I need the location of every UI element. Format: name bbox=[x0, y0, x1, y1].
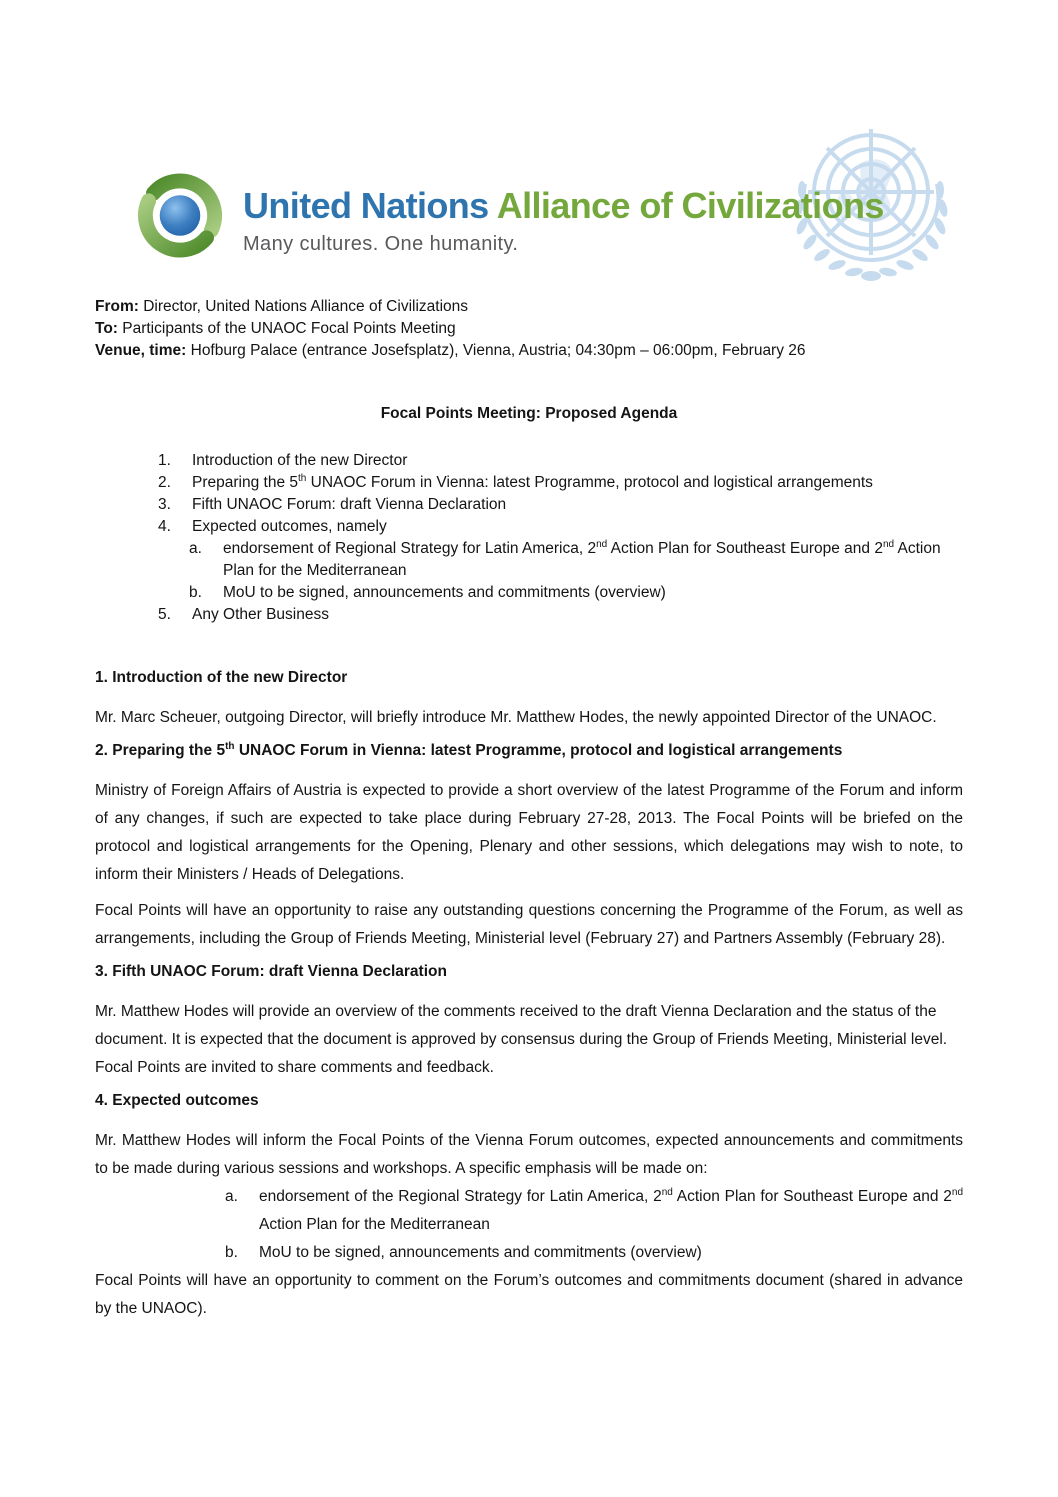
agenda-item-2 bbox=[158, 472, 963, 494]
logo-alliance-of-civilizations: Alliance of Civilizations bbox=[496, 185, 884, 226]
agenda-item-5-text: Any Other Business bbox=[192, 606, 329, 623]
memo-header bbox=[95, 296, 963, 362]
agenda-item-3 bbox=[158, 494, 963, 516]
section-4-subitem-a bbox=[225, 1183, 963, 1239]
logo-wordmark bbox=[243, 185, 884, 226]
agenda-list bbox=[95, 450, 963, 626]
logo-tagline: Many cultures. One humanity. bbox=[243, 233, 519, 255]
agenda-subitem-b-text: MoU to be signed, announcements and commitments (overview) bbox=[223, 584, 666, 601]
section-4-sublist bbox=[95, 1183, 963, 1267]
text-part: Action Plan for the Mediterranean bbox=[223, 540, 941, 579]
agenda-item-3-number: 3. bbox=[158, 496, 171, 513]
memo-venue-line bbox=[95, 340, 963, 362]
agenda-item-4-text: Expected outcomes, namely bbox=[192, 518, 387, 535]
memo-venue-value: Hofburg Palace (entrance Josefsplatz), Vienna, Austria; 04:30pm – 06:00pm, February 26 bbox=[186, 342, 806, 359]
memo-venue-label: Venue, time: bbox=[95, 342, 187, 359]
text-part: UNAOC Forum in Vienna: latest Programme, protocol and logistical arrangements bbox=[306, 474, 873, 491]
text-part: endorsement of Regional Strategy for Latin America, 2 bbox=[223, 540, 597, 557]
section-2-paragraph-1: Ministry of Foreign Affairs of Austria is expected to provide a short overview of the latest Programme of the Forum and inform of any changes, if such are expected to take place during February 27-28, 2013. The Focal Points will be briefed on the protocol and logistical arrangements for the Opening, Plenary and other sessions, which delegations may wish to note, to inform their Ministers / Heads of Delegations. bbox=[95, 782, 963, 883]
text-part: UNAOC Forum in Vienna: latest Programme, protocol and logistical arrangements bbox=[234, 742, 843, 759]
agenda-subitem-b-letter: b. bbox=[189, 584, 202, 601]
memo-to-line bbox=[95, 318, 963, 340]
ordinal-superscript: th bbox=[298, 472, 307, 484]
unaoc-logo-mark-icon bbox=[130, 166, 230, 265]
agenda-item-2-number: 2. bbox=[158, 474, 171, 491]
section-3-heading: 3. Fifth UNAOC Forum: draft Vienna Declaration bbox=[95, 963, 447, 980]
section-4-subitem-b-letter: b. bbox=[225, 1244, 238, 1261]
section-1-paragraph: Mr. Marc Scheuer, outgoing Director, will briefly introduce Mr. Matthew Hodes, the newly appointed Director of the UNAOC. bbox=[95, 709, 937, 726]
section-4-subitem-a-letter: a. bbox=[225, 1188, 238, 1205]
text-part: Action Plan for the Mediterranean bbox=[259, 1216, 490, 1233]
agenda-item-5-number: 5. bbox=[158, 606, 171, 623]
ordinal-superscript: nd bbox=[882, 538, 895, 550]
memo-from-label: From: bbox=[95, 298, 139, 315]
unaoc-logo-text bbox=[243, 185, 884, 256]
agenda-item-1-number: 1. bbox=[158, 452, 171, 469]
agenda-item-1 bbox=[158, 450, 963, 472]
ordinal-superscript: nd bbox=[596, 538, 608, 550]
agenda-item-4 bbox=[158, 516, 963, 538]
text-part: Action Plan for Southeast Europe and 2 bbox=[672, 1188, 952, 1205]
agenda-subitem-b bbox=[189, 582, 963, 604]
agenda-title: Focal Points Meeting: Proposed Agenda bbox=[380, 405, 678, 422]
section-4-heading: 4. Expected outcomes bbox=[95, 1092, 259, 1109]
text-part: Preparing the 5 bbox=[192, 474, 298, 491]
agenda-item-5 bbox=[158, 604, 963, 626]
text-part: endorsement of the Regional Strategy for Latin America, 2 bbox=[259, 1188, 662, 1205]
section-1-heading: 1. Introduction of the new Director bbox=[95, 669, 348, 686]
ordinal-superscript: nd bbox=[951, 1186, 964, 1198]
section-4-paragraph-2: Focal Points will have an opportunity to comment on the Forum’s outcomes and commitments document (shared in advance by the UNAOC). bbox=[95, 1272, 963, 1317]
agenda-subitem-a bbox=[189, 538, 963, 582]
agenda-item-3-text: Fifth UNAOC Forum: draft Vienna Declaration bbox=[192, 496, 507, 513]
text-part: Action Plan for Southeast Europe and 2 bbox=[607, 540, 883, 557]
agenda-sublist bbox=[189, 538, 963, 604]
section-4-paragraph-1: Mr. Matthew Hodes will inform the Focal Points of the Vienna Forum outcomes, expected announcements and commitments to be made during various sessions and workshops. A specific emphasis will be made on: bbox=[95, 1132, 963, 1177]
agenda-item-4-number: 4. bbox=[158, 518, 171, 535]
document-body bbox=[95, 404, 963, 1323]
logo-united-nations: United Nations bbox=[243, 185, 489, 226]
section-4-subitem-a-text bbox=[259, 1183, 963, 1239]
memo-from-value: Director, United Nations Alliance of Civilizations bbox=[138, 298, 469, 315]
section-4-subitem-b-text: MoU to be signed, announcements and commitments (overview) bbox=[259, 1244, 702, 1261]
ordinal-superscript: th bbox=[225, 740, 235, 752]
agenda-subitem-a-letter: a. bbox=[189, 540, 202, 557]
section-2-heading bbox=[95, 740, 963, 761]
agenda-subitem-a-text bbox=[223, 538, 963, 582]
section-3-paragraph: Mr. Matthew Hodes will provide an overview of the comments received to the draft Vienna Declaration and the status of the document. It is expected that the document is approved by consensus during the Group of Friends Meeting, Ministerial level. Focal Points are invited to share comments and feedback. bbox=[95, 1003, 948, 1076]
text-part: 2. Preparing the 5 bbox=[95, 742, 226, 759]
agenda-item-2-text bbox=[192, 472, 963, 494]
ordinal-superscript: nd bbox=[661, 1186, 673, 1198]
memo-to-label: To: bbox=[95, 320, 118, 337]
agenda-item-1-text: Introduction of the new Director bbox=[192, 452, 408, 469]
section-4-subitem-b bbox=[225, 1239, 963, 1267]
memo-to-value: Participants of the UNAOC Focal Points Meeting bbox=[117, 320, 456, 337]
memo-from-line bbox=[95, 296, 963, 318]
section-2-paragraph-2: Focal Points will have an opportunity to raise any outstanding questions concerning the Programme of the Forum, as well as arrangements, including the Group of Friends Meeting, Ministerial level (February 27) and Partners Assembly (February 28). bbox=[95, 902, 963, 947]
